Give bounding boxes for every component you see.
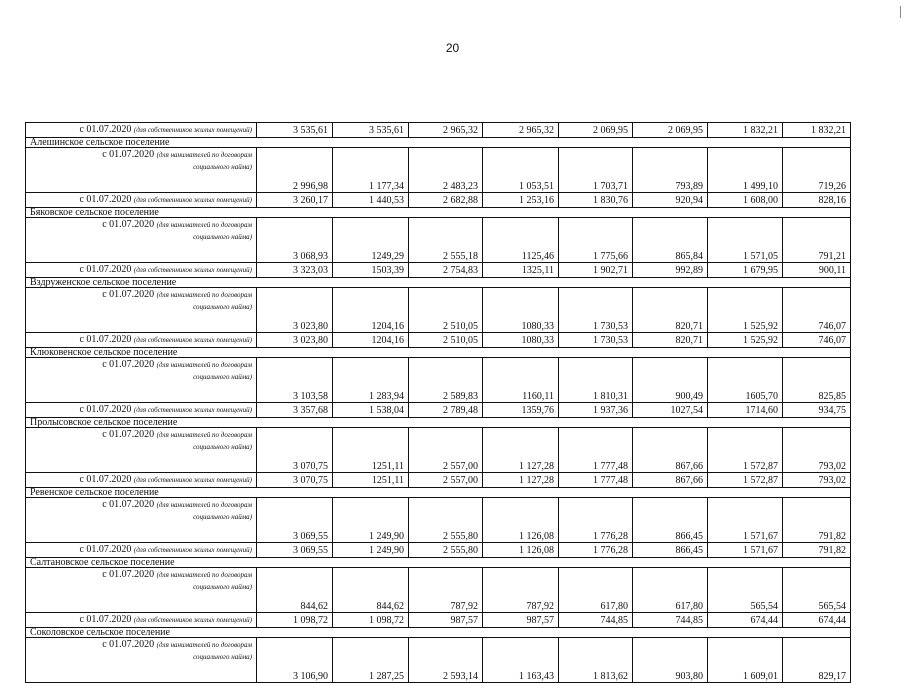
tariff-value: 820,71	[633, 333, 708, 348]
tariff-value: 3 023,80	[257, 288, 333, 333]
tariff-value: 1204,16	[333, 333, 409, 348]
tariff-value: 2 589,83	[409, 358, 483, 403]
tenants-tariff-row	[26, 358, 851, 403]
owners-tariff-row	[26, 613, 851, 628]
section-row	[26, 138, 851, 148]
tariff-value: 3 103,58	[257, 358, 333, 403]
tariff-value: 1 832,21	[708, 123, 783, 138]
row-note: (для собственников жилых помещений)	[133, 616, 252, 624]
tariff-value: 1 775,66	[559, 218, 633, 263]
tariff-value: 617,80	[559, 568, 633, 613]
tariff-value: 1359,76	[483, 403, 559, 418]
owners-tariff-row	[26, 543, 851, 558]
row-label	[26, 333, 257, 348]
row-note-line1: (для нанимателей по договорам	[156, 291, 252, 299]
section-row	[26, 208, 851, 218]
tariff-value: 791,21	[783, 218, 851, 263]
tariff-value: 1249,29	[333, 218, 409, 263]
tariff-value: 1 571,67	[708, 498, 783, 543]
tariff-value: 787,92	[409, 568, 483, 613]
tariff-value: 565,54	[783, 568, 851, 613]
tariff-value: 866,45	[633, 543, 708, 558]
row-label	[26, 193, 257, 208]
tariff-value: 1 776,28	[559, 543, 633, 558]
row-note: (для собственников жилых помещений)	[133, 126, 252, 134]
section-row	[26, 558, 851, 568]
tariff-value: 829,17	[783, 638, 851, 683]
tariff-value: 3 070,75	[257, 473, 333, 488]
tariff-value: 903,80	[633, 638, 708, 683]
tariff-value: 2 754,83	[409, 263, 483, 278]
tariff-value: 719,26	[783, 148, 851, 193]
section-row	[26, 488, 851, 498]
row-date: с 01.07.2020	[102, 289, 155, 300]
tariff-value: 2 593,14	[409, 638, 483, 683]
tariff-value: 793,89	[633, 148, 708, 193]
row-note-line1: (для нанимателей по договорам	[156, 361, 252, 369]
tariff-value: 1 813,62	[559, 638, 633, 683]
tariff-value: 1251,11	[333, 473, 409, 488]
tariff-value: 900,49	[633, 358, 708, 403]
section-name: Бяковское сельское поселение	[26, 208, 851, 218]
tariff-value: 791,82	[783, 498, 851, 543]
row-note-line2: социального найма)	[193, 373, 252, 381]
tariff-value: 1 249,90	[333, 543, 409, 558]
tariff-value: 820,71	[633, 288, 708, 333]
row-label	[26, 498, 257, 543]
tariff-value: 1 730,53	[559, 288, 633, 333]
tariff-value: 3 106,90	[257, 638, 333, 683]
row-date: с 01.07.2020	[102, 359, 155, 370]
tariff-value: 825,85	[783, 358, 851, 403]
tariff-value: 2 555,18	[409, 218, 483, 263]
tenants-tariff-row	[26, 288, 851, 333]
row-label	[26, 403, 257, 418]
tariff-value: 900,11	[783, 263, 851, 278]
tariff-value: 744,85	[633, 613, 708, 628]
tariff-value: 674,44	[708, 613, 783, 628]
tariff-value: 1 571,67	[708, 543, 783, 558]
tariff-value: 987,57	[483, 613, 559, 628]
tariff-table-body	[26, 123, 851, 683]
row-date: с 01.07.2020	[102, 499, 155, 510]
tariff-value: 2 557,00	[409, 473, 483, 488]
tariff-value: 2 510,05	[409, 288, 483, 333]
tariff-value: 2 483,23	[409, 148, 483, 193]
tariff-value: 828,16	[783, 193, 851, 208]
tariff-value: 1 572,87	[708, 473, 783, 488]
section-name: Клюковенское сельское поселение	[26, 348, 851, 358]
row-note-line1: (для нанимателей по договорам	[156, 641, 252, 649]
row-date: с 01.07.2020	[79, 544, 132, 555]
tariff-value: 2 682,88	[409, 193, 483, 208]
row-note: (для собственников жилых помещений)	[133, 266, 252, 274]
tariff-value: 866,45	[633, 498, 708, 543]
tariff-value: 1 572,87	[708, 428, 783, 473]
tariff-value: 2 510,05	[409, 333, 483, 348]
row-note: (для собственников жилых помещений)	[133, 336, 252, 344]
owners-tariff-row	[26, 193, 851, 208]
row-note: (для собственников жилых помещений)	[133, 546, 252, 554]
tariff-value: 1 777,48	[559, 428, 633, 473]
tariff-value: 3 069,55	[257, 498, 333, 543]
tariff-value: 1 499,10	[708, 148, 783, 193]
row-date: с 01.07.2020	[79, 614, 132, 625]
tariff-value: 1 253,16	[483, 193, 559, 208]
tariff-value: 791,82	[783, 543, 851, 558]
tariff-value: 2 996,98	[257, 148, 333, 193]
tariff-value: 1 830,76	[559, 193, 633, 208]
tariff-value: 1 127,28	[483, 428, 559, 473]
section-row	[26, 628, 851, 638]
tariff-value: 1605,70	[708, 358, 783, 403]
tariff-value: 3 323,03	[257, 263, 333, 278]
row-label	[26, 263, 257, 278]
row-label	[26, 638, 257, 683]
edge-mark	[900, 6, 901, 18]
row-note-line1: (для нанимателей по договорам	[156, 431, 252, 439]
row-note-line1: (для нанимателей по договорам	[156, 221, 252, 229]
tariff-value: 3 357,68	[257, 403, 333, 418]
tariff-value: 920,94	[633, 193, 708, 208]
tariff-value: 1204,16	[333, 288, 409, 333]
row-note: (для собственников жилых помещений)	[133, 476, 252, 484]
tenants-tariff-row	[26, 218, 851, 263]
section-name: Алешинское сельское поселение	[26, 138, 851, 148]
tariff-value: 3 535,61	[257, 123, 333, 138]
tariff-value: 1 730,53	[559, 333, 633, 348]
tariff-value: 2 965,32	[409, 123, 483, 138]
section-name: Ревенское сельское поселение	[26, 488, 851, 498]
row-note-line2: социального найма)	[193, 583, 252, 591]
tariff-value: 1 127,28	[483, 473, 559, 488]
tariff-value: 1080,33	[483, 288, 559, 333]
row-label	[26, 148, 257, 193]
tariff-value: 844,62	[257, 568, 333, 613]
section-name: Соколовское сельское поселение	[26, 628, 851, 638]
row-note-line2: социального найма)	[193, 233, 252, 241]
tariff-value: 2 965,32	[483, 123, 559, 138]
tariff-value: 867,66	[633, 473, 708, 488]
tariff-value: 1080,33	[483, 333, 559, 348]
tariff-value: 2 789,48	[409, 403, 483, 418]
tariff-value: 793,02	[783, 473, 851, 488]
tariff-value: 674,44	[783, 613, 851, 628]
tariff-value: 617,80	[633, 568, 708, 613]
row-note-line2: социального найма)	[193, 653, 252, 661]
row-date: с 01.07.2020	[102, 569, 155, 580]
tariff-value: 2 557,00	[409, 428, 483, 473]
tariff-value: 565,54	[708, 568, 783, 613]
tenants-tariff-row	[26, 428, 851, 473]
tariff-value: 1503,39	[333, 263, 409, 278]
tenants-tariff-row	[26, 498, 851, 543]
row-note-line1: (для нанимателей по договорам	[156, 151, 252, 159]
row-date: с 01.07.2020	[79, 474, 132, 485]
section-name: Салтановское сельское поселение	[26, 558, 851, 568]
tariff-value: 1 609,01	[708, 638, 783, 683]
tariff-value: 3 068,93	[257, 218, 333, 263]
tariff-value: 1 525,92	[708, 333, 783, 348]
tariff-value: 3 535,61	[333, 123, 409, 138]
tariff-value: 1125,46	[483, 218, 559, 263]
row-date: с 01.07.2020	[79, 264, 132, 275]
row-note: (для собственников жилых помещений)	[133, 406, 252, 414]
tariff-value: 1 902,71	[559, 263, 633, 278]
tenants-tariff-row	[26, 148, 851, 193]
section-name: Пролысовское сельское поселение	[26, 418, 851, 428]
tariff-value: 1 679,95	[708, 263, 783, 278]
row-date: с 01.07.2020	[102, 149, 155, 160]
row-date: с 01.07.2020	[79, 334, 132, 345]
row-note-line1: (для нанимателей по договорам	[156, 571, 252, 579]
tariff-value: 1325,11	[483, 263, 559, 278]
tenants-tariff-row	[26, 568, 851, 613]
tariff-value: 3 260,17	[257, 193, 333, 208]
row-label	[26, 473, 257, 488]
tariff-value: 1 810,31	[559, 358, 633, 403]
tariff-value: 1 538,04	[333, 403, 409, 418]
row-label	[26, 543, 257, 558]
row-label	[26, 123, 257, 138]
owners-tariff-row	[26, 263, 851, 278]
tariff-value: 1 163,43	[483, 638, 559, 683]
tariff-value: 844,62	[333, 568, 409, 613]
tariff-value: 1 283,94	[333, 358, 409, 403]
row-label	[26, 428, 257, 473]
tariff-value: 1 525,92	[708, 288, 783, 333]
tariff-value: 1 777,48	[559, 473, 633, 488]
tariff-value: 1 608,00	[708, 193, 783, 208]
tariff-value: 2 069,95	[633, 123, 708, 138]
tariff-value: 987,57	[409, 613, 483, 628]
tariff-value: 746,07	[783, 288, 851, 333]
tariff-value: 1 703,71	[559, 148, 633, 193]
tariff-value: 787,92	[483, 568, 559, 613]
row-label	[26, 613, 257, 628]
tariff-value: 1 287,25	[333, 638, 409, 683]
tariff-value: 865,84	[633, 218, 708, 263]
section-row	[26, 418, 851, 428]
tariff-value: 1160,11	[483, 358, 559, 403]
section-row	[26, 278, 851, 288]
row-label	[26, 358, 257, 403]
tariff-value: 992,89	[633, 263, 708, 278]
tariff-value: 1027,54	[633, 403, 708, 418]
tariff-value: 793,02	[783, 428, 851, 473]
tariff-value: 1 126,08	[483, 498, 559, 543]
tariff-value: 934,75	[783, 403, 851, 418]
tariff-value: 3 070,75	[257, 428, 333, 473]
row-note-line2: социального найма)	[193, 443, 252, 451]
row-note-line2: социального найма)	[193, 163, 252, 171]
row-date: с 01.07.2020	[102, 429, 155, 440]
tariff-value: 1 937,36	[559, 403, 633, 418]
page-number: 20	[445, 41, 460, 55]
row-label	[26, 288, 257, 333]
tariff-value: 1 776,28	[559, 498, 633, 543]
row-date: с 01.07.2020	[79, 124, 132, 135]
tariff-value: 1 126,08	[483, 543, 559, 558]
tenants-tariff-row	[26, 638, 851, 683]
tariff-value: 1 177,34	[333, 148, 409, 193]
owners-tariff-row	[26, 473, 851, 488]
tariff-value: 867,66	[633, 428, 708, 473]
section-row	[26, 348, 851, 358]
tariff-value: 1 249,90	[333, 498, 409, 543]
tariff-value: 2 069,95	[559, 123, 633, 138]
tariff-value: 1 440,53	[333, 193, 409, 208]
tariff-value: 2 555,80	[409, 543, 483, 558]
row-date: с 01.07.2020	[79, 194, 132, 205]
row-note: (для собственников жилых помещений)	[133, 196, 252, 204]
tariff-value: 1 053,51	[483, 148, 559, 193]
tariff-value: 1714,60	[708, 403, 783, 418]
owners-tariff-row	[26, 123, 851, 138]
tariff-value: 1 098,72	[257, 613, 333, 628]
tariff-value: 3 023,80	[257, 333, 333, 348]
tariff-table	[25, 122, 851, 683]
tariff-value: 1 571,05	[708, 218, 783, 263]
tariff-value: 2 555,80	[409, 498, 483, 543]
owners-tariff-row	[26, 333, 851, 348]
row-date: с 01.07.2020	[102, 639, 155, 650]
row-note-line1: (для нанимателей по договорам	[156, 501, 252, 509]
row-date: с 01.07.2020	[79, 404, 132, 415]
tariff-value: 1251,11	[333, 428, 409, 473]
owners-tariff-row	[26, 403, 851, 418]
row-date: с 01.07.2020	[102, 219, 155, 230]
section-name: Вздруженское сельское поселение	[26, 278, 851, 288]
row-note-line2: социального найма)	[193, 513, 252, 521]
tariff-value: 746,07	[783, 333, 851, 348]
row-label	[26, 568, 257, 613]
tariff-value: 1 832,21	[783, 123, 851, 138]
tariff-value: 3 069,55	[257, 543, 333, 558]
row-label	[26, 218, 257, 263]
tariff-value: 1 098,72	[333, 613, 409, 628]
row-note-line2: социального найма)	[193, 303, 252, 311]
tariff-value: 744,85	[559, 613, 633, 628]
